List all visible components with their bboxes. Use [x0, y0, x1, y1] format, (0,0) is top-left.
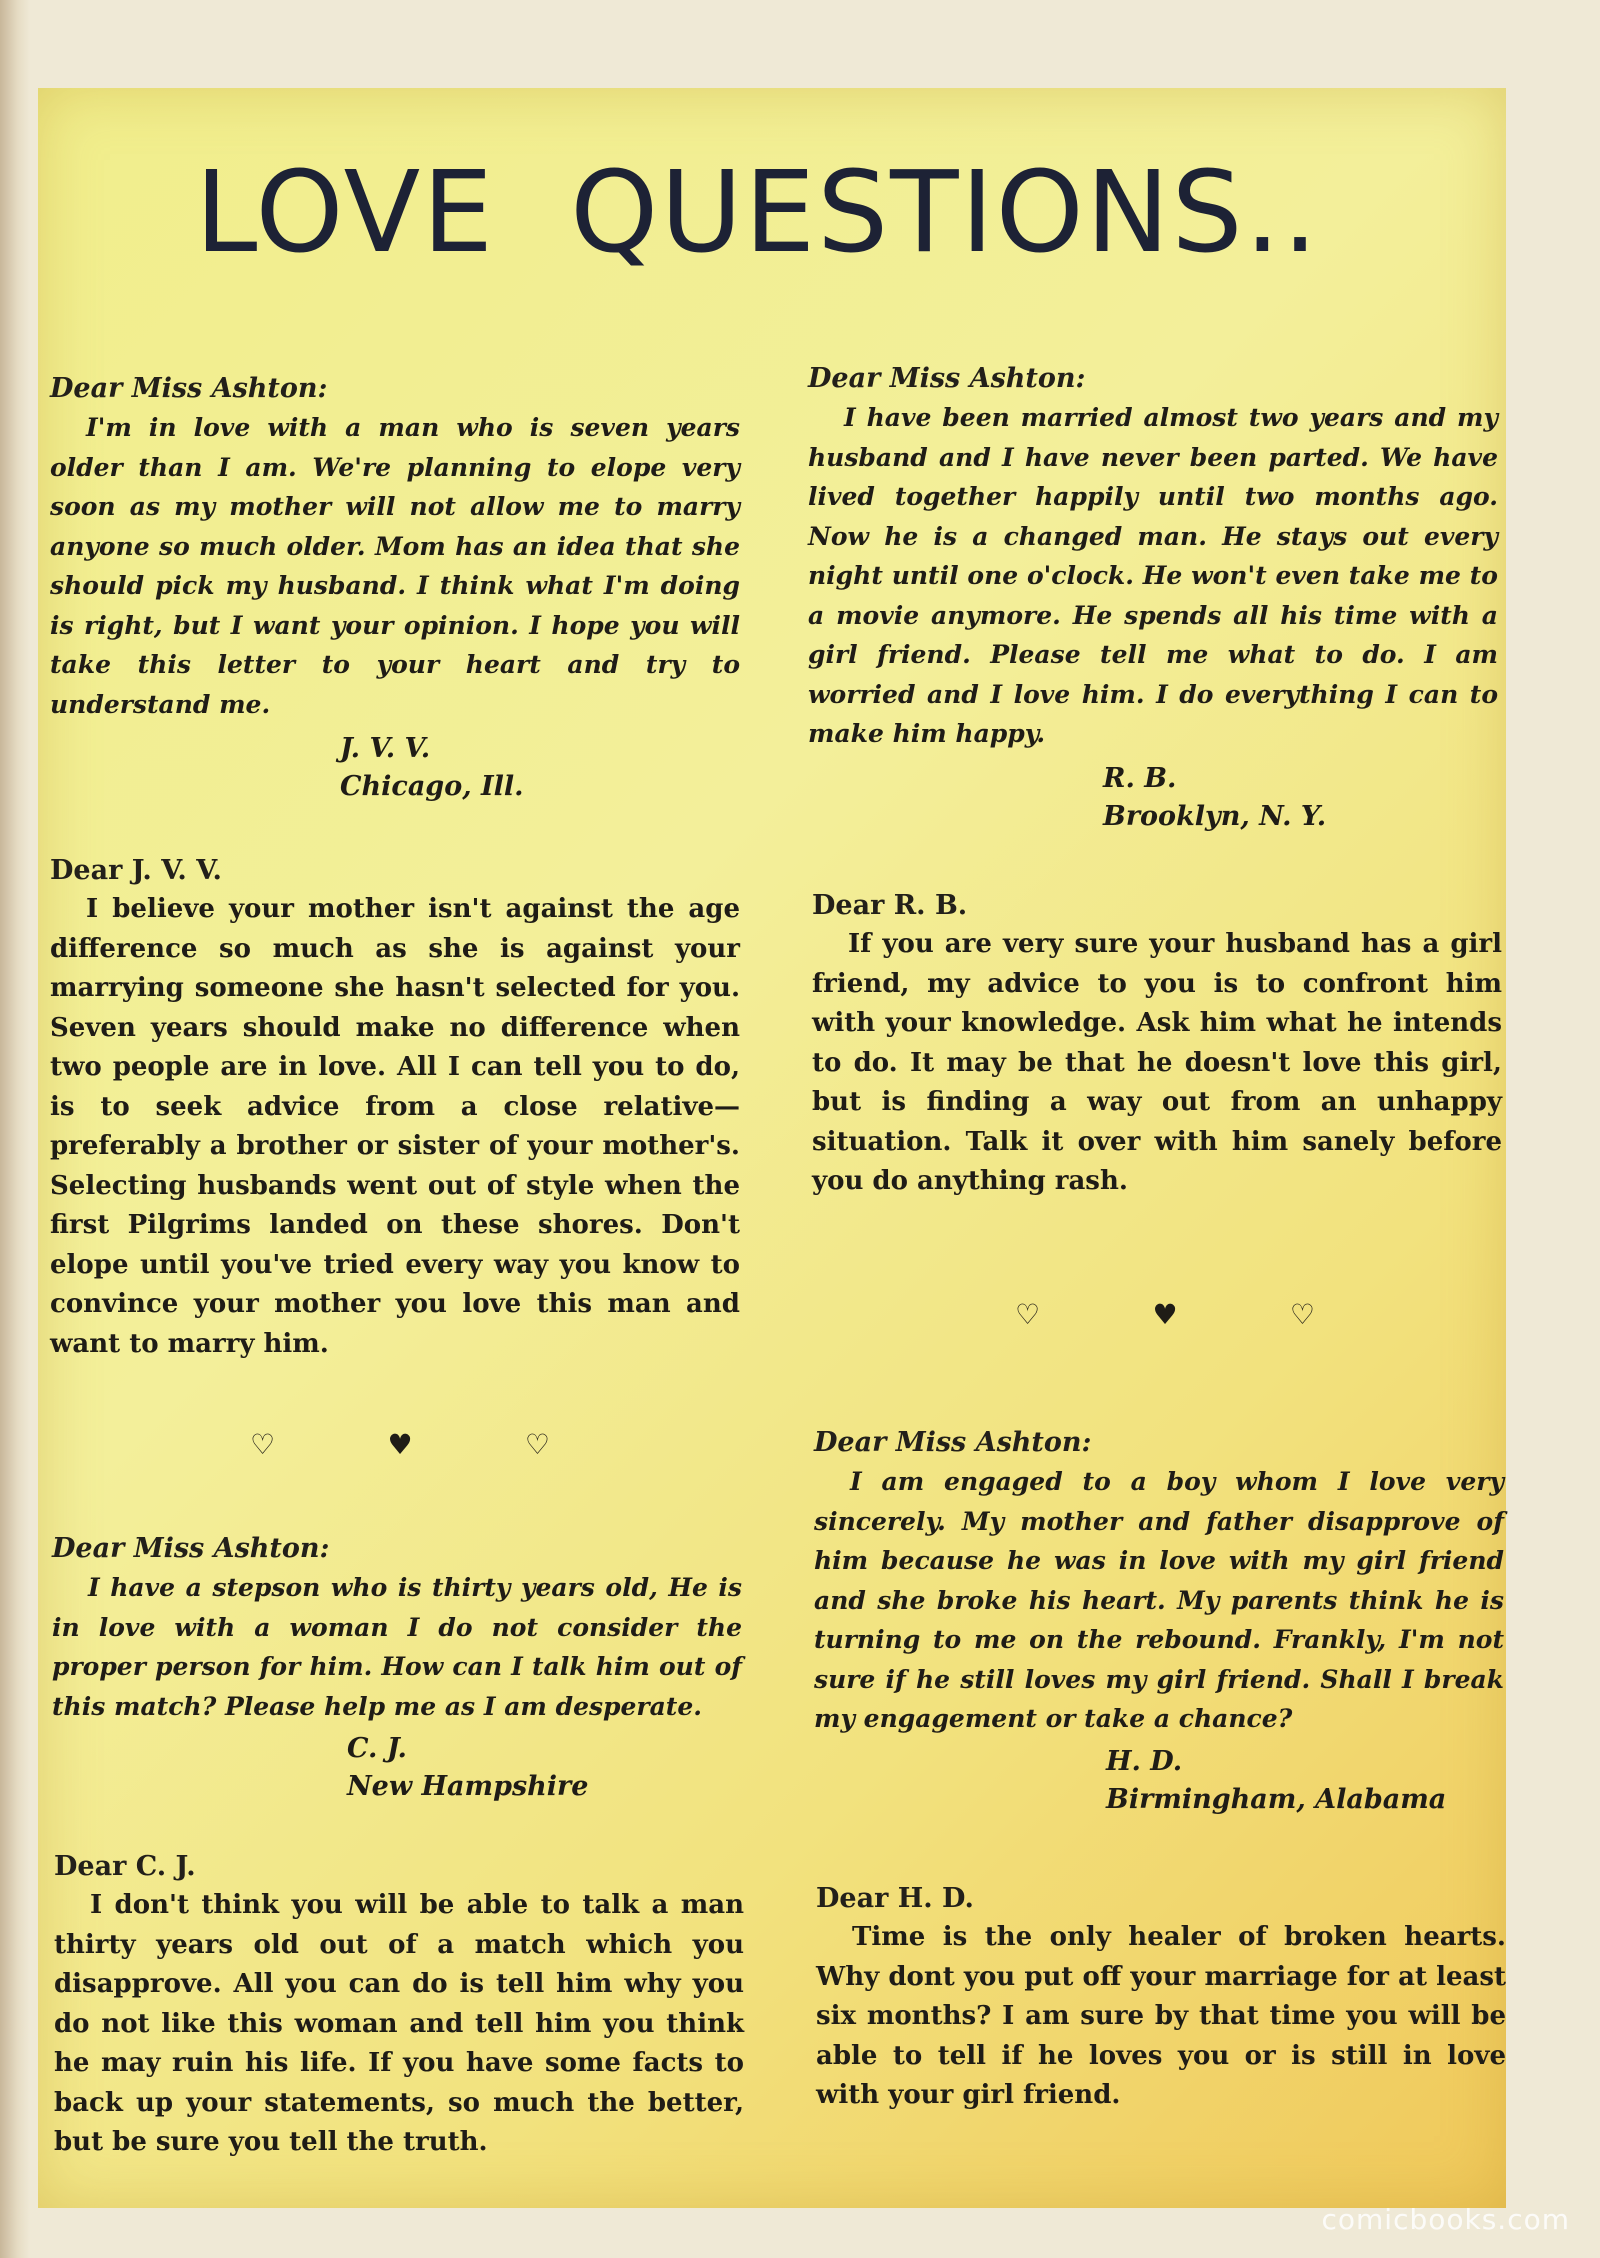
heart-outline-icon: ♡ — [1289, 1298, 1315, 1331]
letter-signature-name: C. J. — [347, 1733, 407, 1764]
reply-body: Time is the only healer of broken hearts. Why dont you put off your marriage for at least six months? I am sure by that time you will be able to tell if he loves you or is still in love with your girl friend. — [816, 1922, 1506, 2110]
letter-left-2 — [52, 1530, 742, 1806]
heart-outline-icon: ♡ — [1015, 1298, 1041, 1331]
comic-spine-edge — [0, 0, 30, 2258]
letter-signature-place: Brooklyn, N. Y. — [1103, 800, 1327, 832]
letter-body: I have a stepson who is thirty years old, He is in love with a woman I do not consider the proper person for him. How can I talk him out of this match? Please help me as I am desperate. — [52, 1573, 742, 1721]
letter-salutation: Dear Miss Ashton: — [50, 373, 328, 404]
letter-left-1 — [50, 370, 740, 806]
heart-outline-icon: ♡ — [250, 1428, 276, 1461]
reply-body: I don't think you will be able to talk a man thirty years old out of a match which you disapprove. All you can do is tell him why you do not like this woman and tell him you think he may ruin his life. If you have some facts to back up your statements, so much the better, but be sure you tell the truth. — [54, 1890, 744, 2157]
letter-right-1 — [808, 360, 1498, 836]
reply-salutation: Dear C. J. — [54, 1851, 196, 1882]
reply-salutation: Dear J. V. V. — [50, 855, 222, 886]
letter-body: I am engaged to a boy whom I love very sincerely. My mother and father disapprove of him because he was in love with my girl friend and she broke his heart. My parents think he is turning to me on the rebound. Frankly, I'm not sure if he still loves my girl friend. Shall I break my engagement or take a chance? — [814, 1467, 1504, 1733]
letter-signature-name: R. B. — [1103, 762, 1177, 794]
reply-body: I believe your mother isn't against the age difference so much as she is against your marrying someone she hasn't selected for you. Seven years should make no difference when two people are in love. All I can tell you to do, is to seek advice from a close relative—preferably a brother or sister of your mother's. Selecting husbands went out of style when the first Pilgrims landed on these shores. Don't elope until you've tried every way you know to convince your mother you love this man and want to marry him. — [50, 894, 740, 1359]
heart-outline-icon: ♡ — [524, 1428, 550, 1461]
reply-right-2 — [816, 1880, 1506, 2116]
letter-right-2 — [814, 1424, 1504, 1819]
letter-body: I'm in love with a man who is seven years older than I am. We're planning to elope very soon as my mother will not allow me to marry anyone so much older. Mom has an idea that she should pick my husband. I think what I'm doing is right, but I want your opinion. I hope you will take this letter to your heart and try to understand me. — [50, 413, 740, 719]
letter-signature-name: H. D. — [1106, 1745, 1183, 1777]
letter-body: I have been married almost two years and my husband and I have never been parted. We have lived together happily until two months ago. Now he is a changed man. He stays out every night until one o'clock. He won't even take me to a movie anymore. He spends all his time with a girl friend. Please tell me what to do. I am worried and I love him. I do everything I can to make him happy. — [808, 403, 1498, 748]
letter-salutation: Dear Miss Ashton: — [808, 363, 1086, 394]
heart-filled-icon: ♥ — [1152, 1298, 1178, 1331]
hearts-divider-left — [250, 1428, 550, 1461]
reply-salutation: Dear H. D. — [816, 1883, 974, 1914]
letter-signature-name: J. V. V. — [340, 733, 431, 764]
letter-salutation: Dear Miss Ashton: — [814, 1427, 1092, 1458]
letter-signature-place: Chicago, Ill. — [340, 771, 524, 802]
page-title: LOVE QUESTIONS.. — [195, 148, 1320, 278]
letter-signature-place: Birmingham, Alabama — [1106, 1783, 1447, 1815]
reply-left-2 — [54, 1848, 744, 2163]
reply-left-1 — [50, 852, 740, 1364]
letter-salutation: Dear Miss Ashton: — [52, 1533, 330, 1564]
reply-body: If you are very sure your husband has a girl friend, my advice to you is to confront him with your knowledge. Ask him what he intends to do. It may be that he doesn't love this girl, but is finding a way out from an unhappy situation. Talk it over with him sanely before you do anything rash. — [812, 929, 1502, 1196]
reply-right-1 — [812, 887, 1502, 1202]
letter-signature-place: New Hampshire — [347, 1771, 589, 1802]
reply-salutation: Dear R. B. — [812, 890, 968, 921]
heart-filled-icon: ♥ — [387, 1428, 413, 1461]
site-watermark: comicbooks.com — [1321, 2203, 1570, 2236]
hearts-divider-right — [1015, 1298, 1315, 1331]
